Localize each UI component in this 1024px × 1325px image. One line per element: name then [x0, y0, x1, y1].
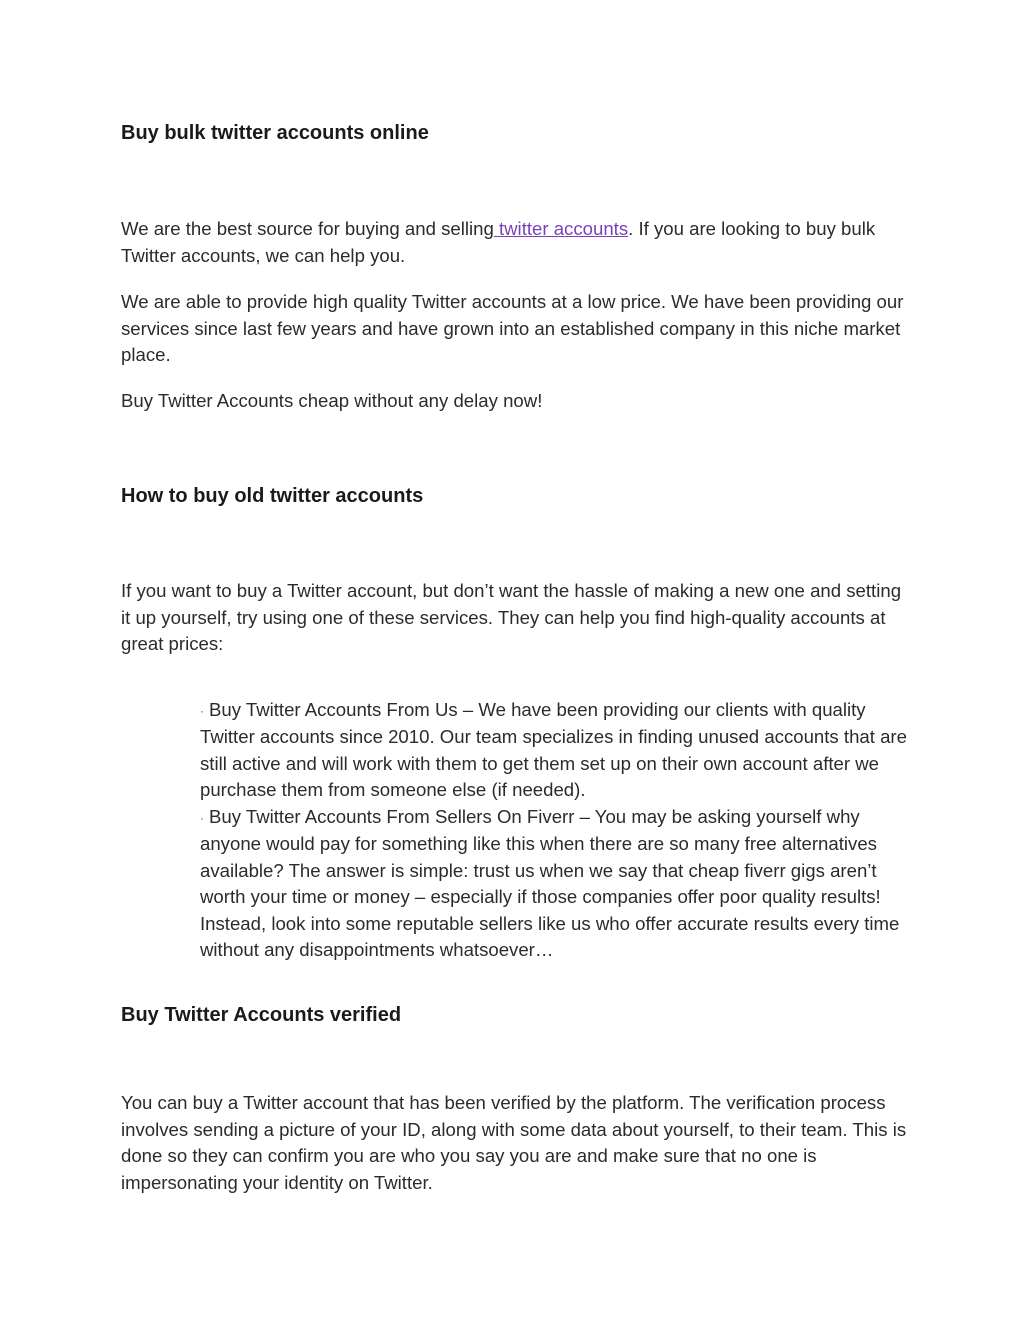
verified-paragraph: You can buy a Twitter account that has been verified by the platform. The verification process involves sending a picture of your ID, along with some data about yourself, to their team. This is done so they can confirm you are who you say you are and make sure that no one is impersonating your identity on Twitter. — [121, 1092, 907, 1193]
cheap-paragraph: Buy Twitter Accounts cheap without any delay now! — [121, 390, 543, 411]
list-item — [200, 697, 912, 804]
section-heading-verified — [121, 1002, 911, 1028]
verified-paragraph-block — [121, 1090, 911, 1196]
list-item-text: Buy Twitter Accounts From Sellers On Fiverr – You may be asking yourself why anyone would pay for something like this when there are so many free alternatives available? The answer is simple: trust us when we say that cheap fiverr gigs aren’t worth your time or money – especially if those companies offer poor quality results! Instead, look into some reputable sellers like us who offer accurate results every time without any disappointments whatsoever… — [200, 805, 900, 961]
list-item-text: Buy Twitter Accounts From Us – We have been providing our clients with quality Twitter accounts since 2010. Our team specializes in finding unused accounts that are still active and will work with them to get them set up on their own account after we purchase them from someone else (if needed). — [200, 699, 907, 801]
intro-text-after-link: . If you are looking to buy bulk Twitter accounts, we can help you. — [121, 218, 876, 266]
bullet-marker: · — [200, 810, 204, 825]
list-item — [200, 804, 912, 964]
cheap-paragraph-block — [121, 388, 911, 415]
quality-paragraph-block — [121, 289, 911, 369]
twitter-accounts-link[interactable]: twitter accounts — [493, 218, 629, 239]
bullet-list — [200, 697, 912, 964]
quality-paragraph: We are able to provide high quality Twitter accounts at a low price. We have been providing our services since last few years and have grown into an established company in this niche market place. — [121, 291, 904, 365]
heading-how-to-buy-old: How to buy old twitter accounts — [121, 485, 424, 507]
heading-buy-verified: Buy Twitter Accounts verified — [121, 1004, 402, 1026]
section-heading-old — [121, 483, 911, 509]
services-paragraph: If you want to buy a Twitter account, but don’t want the hassle of making a new one and setting it up yourself, try using one of these services. They can help you find high-quality accounts at great prices: — [121, 580, 902, 654]
heading-buy-bulk: Buy bulk twitter accounts online — [121, 122, 429, 144]
intro-paragraph-block — [121, 216, 911, 269]
services-paragraph-block — [121, 578, 911, 658]
intro-text-before-link: We are the best source for buying and selling — [121, 218, 494, 239]
bullet-marker: · — [200, 703, 204, 718]
intro-paragraph — [121, 216, 911, 269]
section-heading-bulk — [121, 120, 911, 146]
